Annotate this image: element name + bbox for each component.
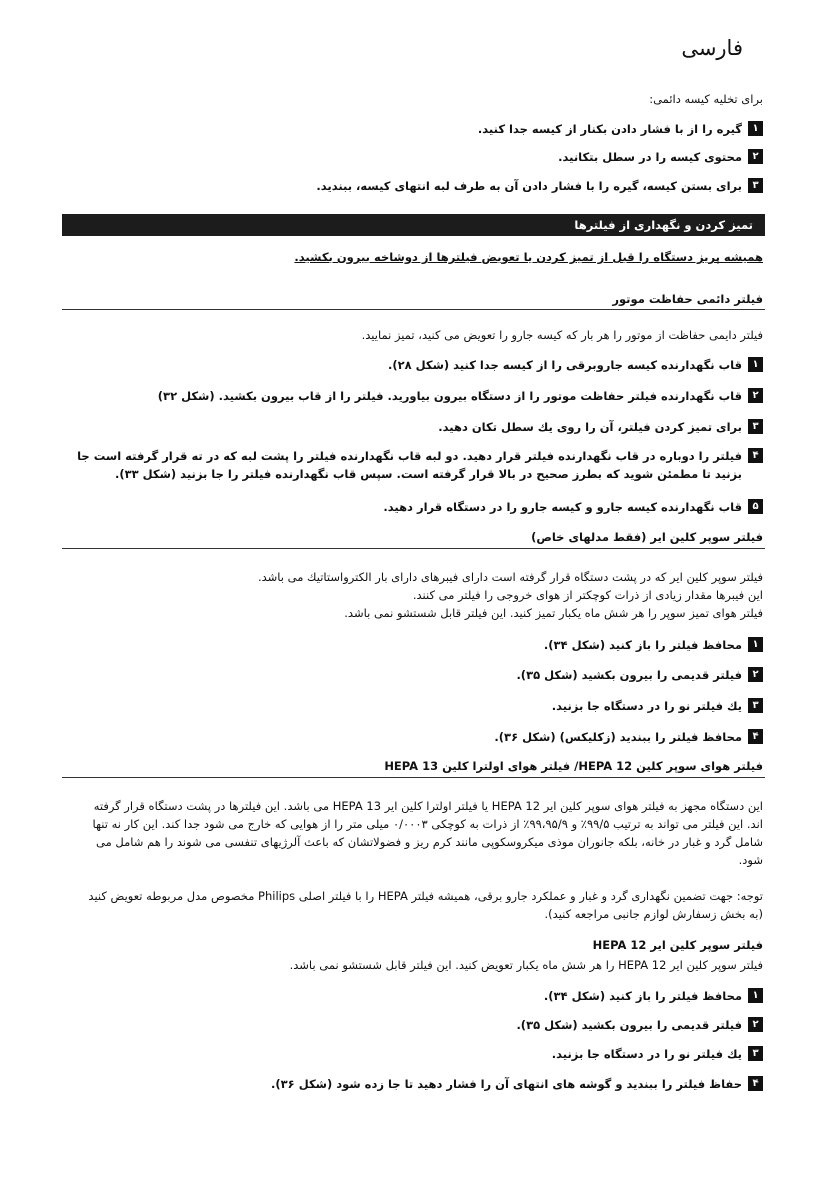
step-number: ۳	[748, 419, 763, 434]
step-number: ۴	[748, 729, 763, 744]
step-text: محافظ فیلتر را باز کنید (شکل ۳۴).	[543, 638, 742, 652]
hepa-step-3	[76, 1045, 763, 1063]
step-text: قاب نگهدارنده کیسه جاروبرقی را از کیسه جدا کنید (شکل ۲۸).	[387, 358, 742, 372]
motor-step-1	[76, 356, 763, 374]
hepa-heading: فیلتر هوای سوپر کلین HEPA 12/ فیلتر هوای اولترا کلین HEPA 13	[384, 759, 763, 773]
motor-filter-heading: فیلتر دائمی حفاظت موتور	[612, 292, 763, 306]
bag-step-3	[76, 177, 763, 195]
step-text: قاب نگهدارنده فیلتر حفاظت موتور را از دستگاه بیرون بیاورید. فیلتر را از قاب بیرون بکشید. (شکل ۳۲)	[157, 389, 742, 403]
hepa-step-4	[76, 1075, 763, 1093]
step-text: محتوی کیسه را در سطل بتکانید.	[558, 150, 742, 164]
step-number: ۴	[748, 448, 763, 463]
super-clean-air-para-3: فیلتر هوای تمیز سوپر را هر شش ماه یکبار تمیز کنید. این فیلتر قابل شستشو نمی باشد.	[344, 606, 763, 620]
step-number: ۱	[748, 637, 763, 652]
step-text: قاب نگهدارنده کیسه جارو و کیسه جارو را در دستگاه قرار دهید.	[383, 500, 742, 514]
step-number: ۲	[748, 1017, 763, 1032]
motor-step-2	[76, 387, 763, 405]
hepa-para-1: این دستگاه مجهز به فیلتر هوای سوپر کلین ایر HEPA 12 یا فیلتر اولترا کلین ایر HEPA 13 می باشد. این فیلترها در پشت دستگاه قرار گرفته اند. این فیلتر می تواند به ترتیب ۹۹/۵٪ و ۹۹،۹۵/۹٪ از ذرات به کوچکی ۰/۰۰۰۳ میلی متر را از هوایی که خارج می شود جدا کند. این کار نه تنها شامل گرد و غبار در خانه، بلکه جانوران موذی میکروسکوپی مانند کرم ریز و فضولاتشان که باعث آلرژیهای تنفسی می شوند را هم شامل می شود.	[92, 799, 763, 867]
step-text: یك فیلتر نو را در دستگاه جا بزنید.	[551, 699, 742, 713]
hepa12-sub-heading: فیلتر سوپر کلین ایر HEPA 12	[592, 938, 763, 952]
section-divider	[62, 777, 765, 778]
step-number: ۲	[748, 149, 763, 164]
step-text: محافظ فیلتر را باز کنید (شکل ۳۴).	[543, 989, 742, 1003]
motor-step-4	[76, 447, 763, 483]
step-number: ۴	[748, 1076, 763, 1091]
section-divider	[62, 309, 765, 310]
language-title: فارسی	[681, 36, 743, 60]
bag-step-2	[76, 148, 763, 166]
step-number: ۲	[748, 667, 763, 682]
bag-step-1	[76, 120, 763, 138]
step-text: برای تمیز کردن فیلتر، آن را روی یك سطل تكان دهید.	[438, 420, 742, 434]
step-text: یك فیلتر نو را در دستگاه جا بزنید.	[551, 1047, 742, 1061]
step-number: ۳	[748, 178, 763, 193]
super-clean-air-para-2: این فیبرها مقدار زیادی از ذرات کوچکتر از هوای خروجی را فیلتر می کنند.	[412, 588, 763, 602]
hepa-step-2	[76, 1016, 763, 1034]
warning-text: همیشه پریز دستگاه را قبل از تمیز کردن یا تعویض فیلترها از دوشاخه بیرون بکشید.	[294, 250, 763, 264]
step-text: فیلتر را دوباره در قاب نگهدارنده فیلتر قرار دهید. دو لبه قاب نگهدارنده فیلتر را پشت لبه که در ته قرار گرفته است جا بزنید تا مطمئن شوید که بطرز صحیح در بالا قرار گرفته است. سپس قاب نگهدارنده فیلتر را جا بزنید (شکل ۳۳).	[77, 449, 742, 481]
step-text: برای بستن کیسه، گیره را با فشار دادن آن به طرف لبه انتهای کیسه، ببندید.	[316, 179, 742, 193]
motor-filter-intro: فیلتر دایمی حفاظت از موتور را هر بار که کیسه جارو را تعویض می کنید، تمیز نمایید.	[361, 328, 763, 342]
super-clean-air-heading: فیلتر سوپر کلین ایر (فقط مدلهای خاص)	[531, 530, 763, 544]
step-number: ۱	[748, 357, 763, 372]
section-divider	[62, 548, 765, 549]
sca-step-4	[76, 728, 763, 746]
step-text: حفاظ فیلتر را ببندید و گوشه های انتهای آن را فشار دهید تا جا زده شود (شکل ۳۶).	[271, 1077, 742, 1091]
step-number: ۱	[748, 988, 763, 1003]
step-number: ۳	[748, 698, 763, 713]
super-clean-air-para-1: فیلتر سوپر کلین ایر که در پشت دستگاه قرار گرفته است دارای فیبرهای دارای بار الکترواستاتیك می باشد.	[257, 570, 763, 584]
step-text: محافظ فیلتر را ببندید (زکلیکس) (شکل ۳۶).	[494, 730, 742, 744]
step-number: ۱	[748, 121, 763, 136]
hepa-step-1	[76, 987, 763, 1005]
step-number: ۵	[748, 499, 763, 514]
step-text: فیلتر قدیمی را بیرون بکشید (شکل ۳۵).	[516, 1018, 742, 1032]
step-text: فیلتر قدیمی را بیرون بکشید (شکل ۳۵).	[516, 668, 742, 682]
sca-step-3	[76, 697, 763, 715]
step-text: گیره را از با فشار دادن بکنار از کیسه جدا کنید.	[477, 122, 742, 136]
motor-step-5	[76, 498, 763, 516]
step-number: ۳	[748, 1046, 763, 1061]
sca-step-2	[76, 666, 763, 684]
step-number: ۲	[748, 388, 763, 403]
motor-step-3	[76, 418, 763, 436]
bag-emptying-intro: برای تخلیه کیسه دائمی:	[649, 92, 763, 106]
hepa12-sub-para: فیلتر سوپر کلین ایر HEPA 12 را هر شش ماه یکبار تعویض کنید. این فیلتر قابل شستشو نمی باشد.	[289, 958, 763, 972]
hepa-note: توجه: جهت تضمین نگهداری گرد و غبار و عملکرد جارو برقی، همیشه فیلتر HEPA را با فیلتر اصلی Philips مخصوص مدل مربوطه تعویض کنید (به بخش زسفارش لوازم جانبی مراجعه کنید).	[88, 889, 763, 921]
sca-step-1	[76, 636, 763, 654]
section-banner: تمیز کردن و نگهداری از فیلترها	[62, 214, 765, 236]
